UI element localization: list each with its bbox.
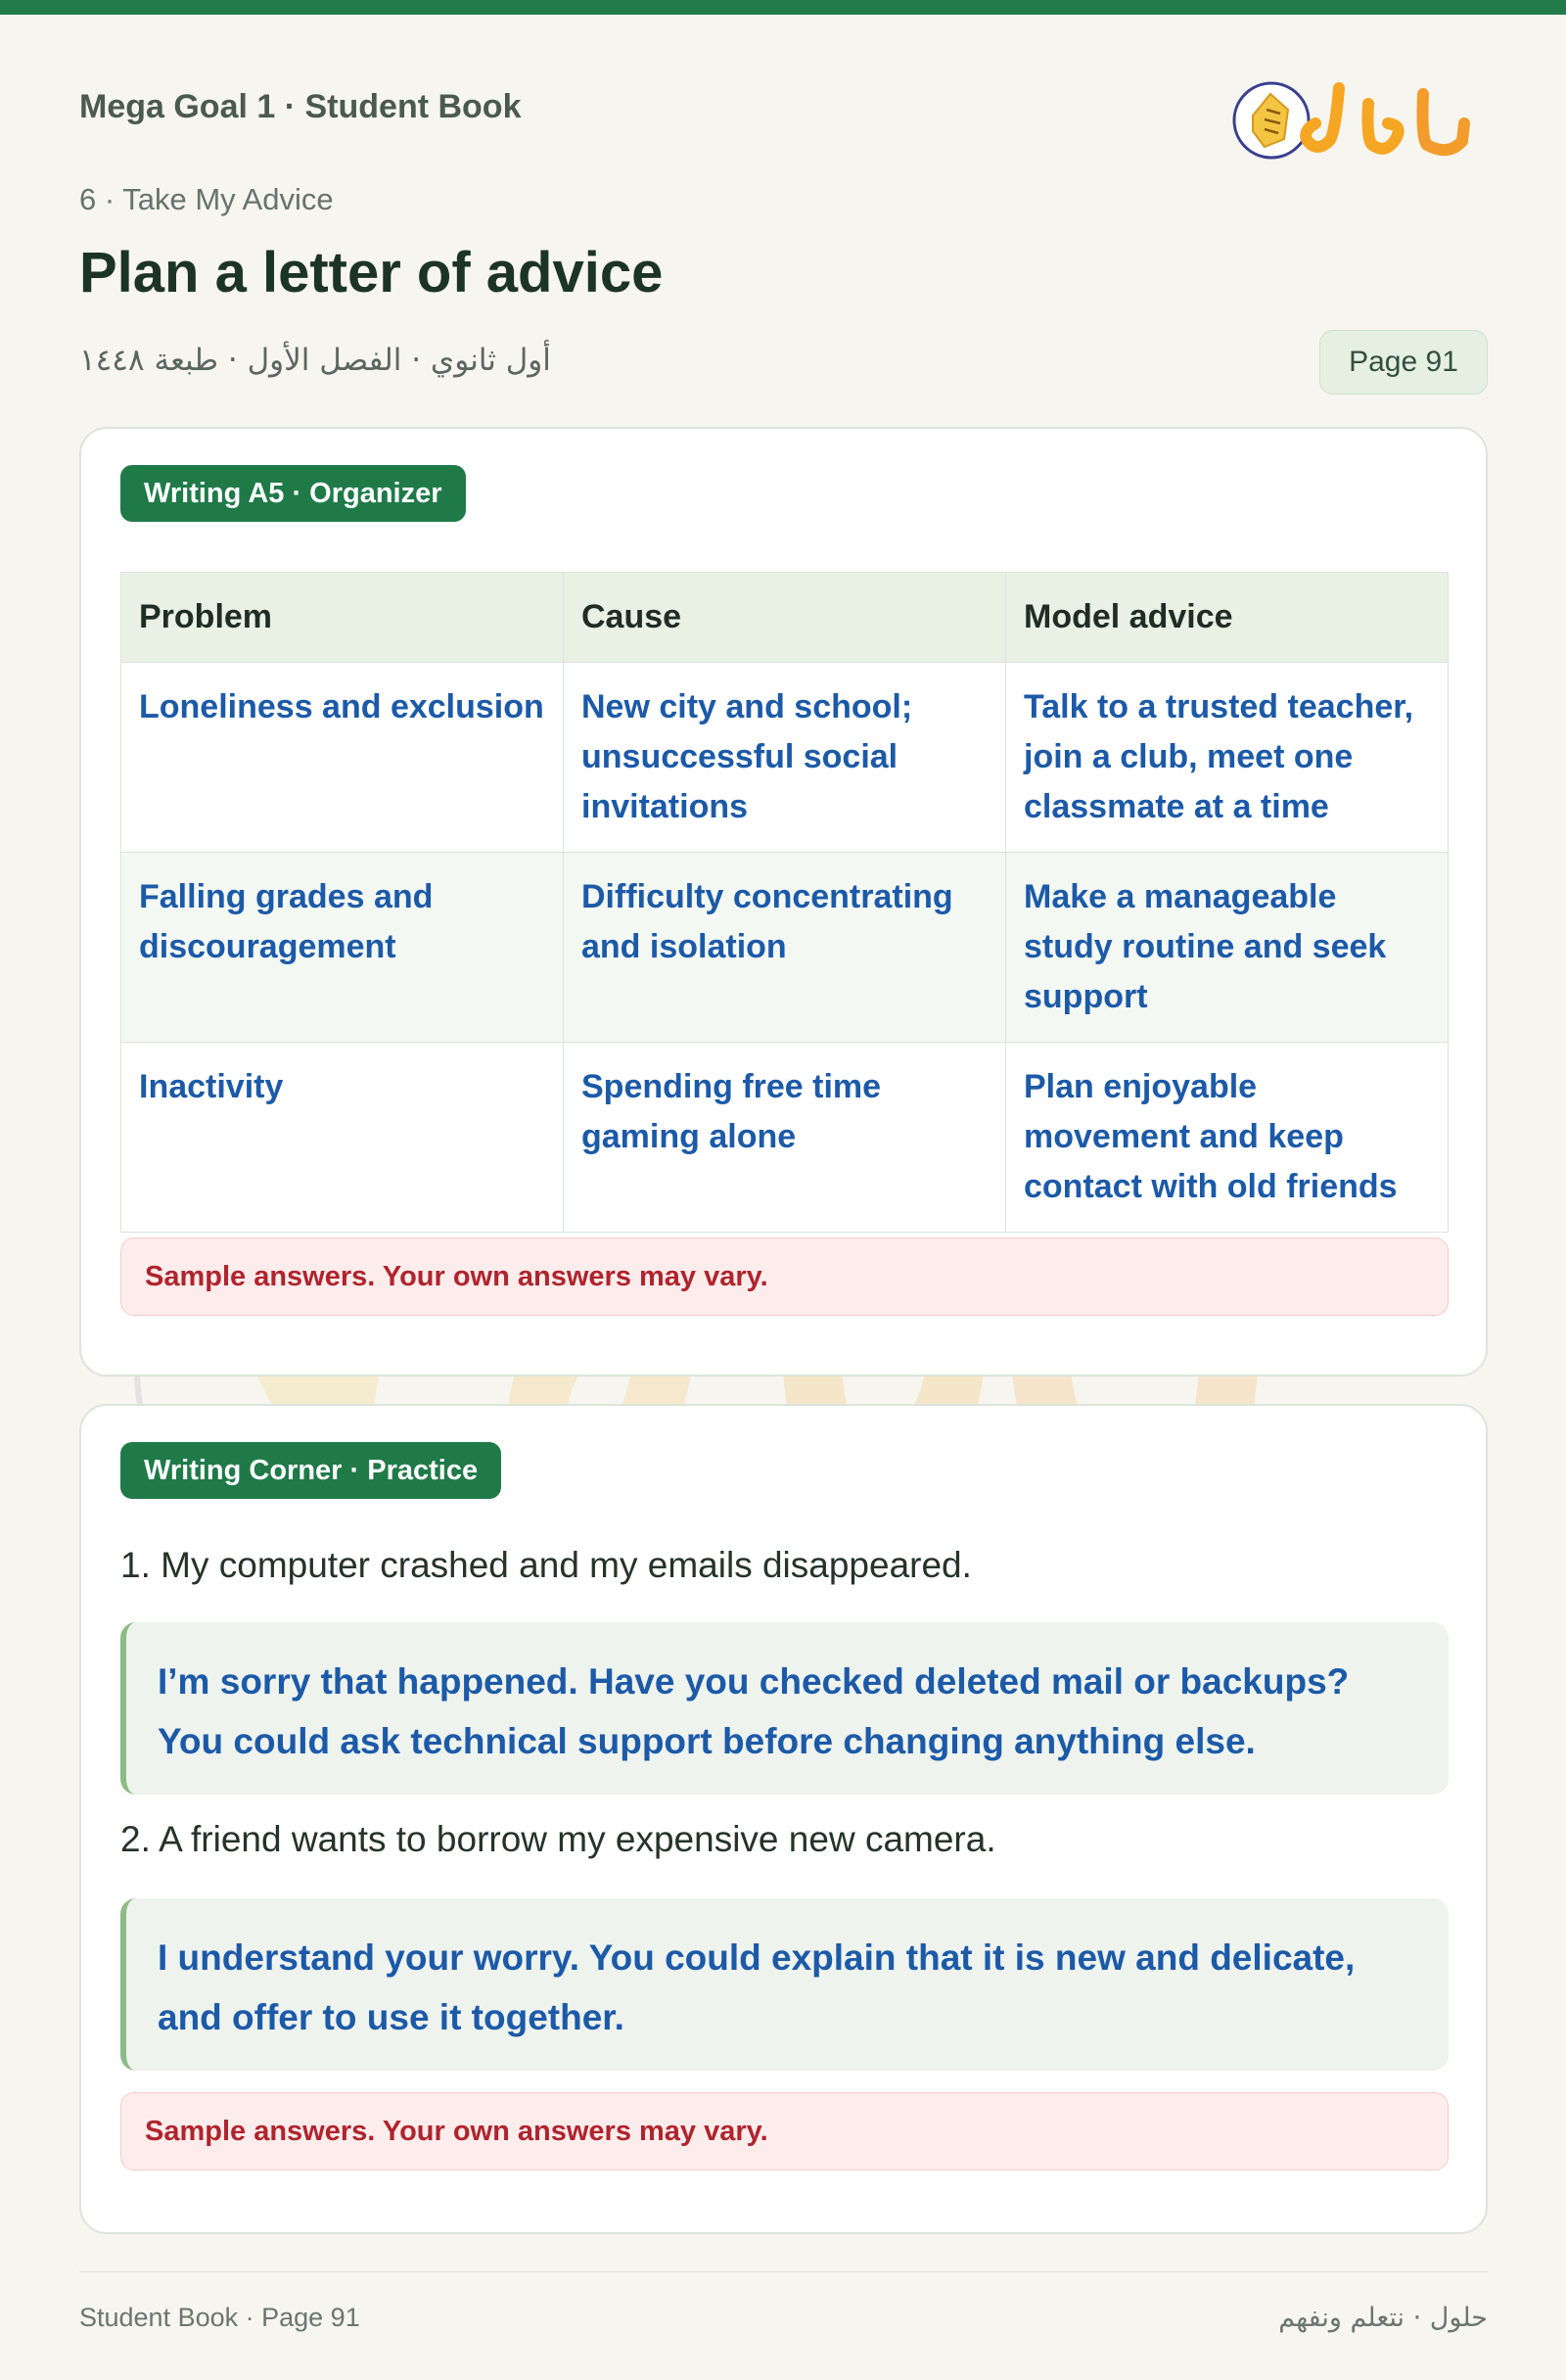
problem-cell: Falling grades and discouragement — [121, 853, 564, 1043]
practice-question-2: 2. A friend wants to borrow my expensive new camera. — [120, 1819, 996, 1859]
table-row — [121, 663, 1449, 853]
organizer-card — [79, 427, 1488, 1377]
page-title: Plan a letter of advice — [79, 241, 664, 304]
practice-card — [79, 1404, 1488, 2234]
column-header-problem: Problem — [121, 573, 564, 663]
grade-term-edition: أول ثانوي · الفصل الأول · طبعة ١٤٤٨ — [79, 343, 551, 378]
section-pill-organizer: Writing A5 · Organizer — [120, 465, 466, 522]
unit-label: 6 · Take My Advice — [79, 182, 334, 216]
problem-cell: Loneliness and exclusion — [121, 663, 564, 853]
column-header-model-advice: Model advice — [1006, 573, 1449, 663]
book-title: Mega Goal 1 · Student Book — [79, 88, 522, 125]
cause-cell: Spending free time gaming alone — [564, 1043, 1006, 1233]
sample-answers-note: Sample answers. Your own answers may vary. — [120, 1237, 1449, 1316]
advice-cell: Make a manageable study routine and seek support — [1006, 853, 1449, 1043]
cause-cell: New city and school; unsuccessful social invitations — [564, 663, 1006, 853]
column-header-cause: Cause — [564, 573, 1006, 663]
cause-cell: Difficulty concentrating and isolation — [564, 853, 1006, 1043]
advice-cell: Plan enjoyable movement and keep contact with old friends — [1006, 1043, 1449, 1233]
top-accent-bar — [0, 0, 1566, 15]
practice-answer-1: I’m sorry that happened. Have you checked deleted mail or backups? You could ask technical support before changing anything else. — [120, 1622, 1449, 1795]
table-row — [121, 1043, 1449, 1233]
section-pill-practice: Writing Corner · Practice — [120, 1442, 501, 1499]
table-row — [121, 853, 1449, 1043]
problem-cell: Inactivity — [121, 1043, 564, 1233]
advice-cell: Talk to a trusted teacher, join a club, meet one classmate at a time — [1006, 663, 1449, 853]
practice-question-1: 1. My computer crashed and my emails disappeared. — [120, 1545, 972, 1585]
sample-answers-note: Sample answers. Your own answers may vary. — [120, 2092, 1449, 2170]
brand-logo-icon — [1231, 76, 1476, 164]
footer-page-label: Student Book · Page 91 — [79, 2303, 360, 2332]
practice-answer-2: I understand your worry. You could explain that it is new and delicate, and offer to use it together. — [120, 1898, 1449, 2071]
table-header-row — [121, 573, 1449, 663]
footer-divider — [79, 2271, 1488, 2272]
page-number-badge: Page 91 — [1319, 330, 1488, 395]
advice-organizer-table — [120, 572, 1449, 1233]
footer-brand-tagline: حلول · نتعلم ونفهم — [1278, 2303, 1488, 2333]
